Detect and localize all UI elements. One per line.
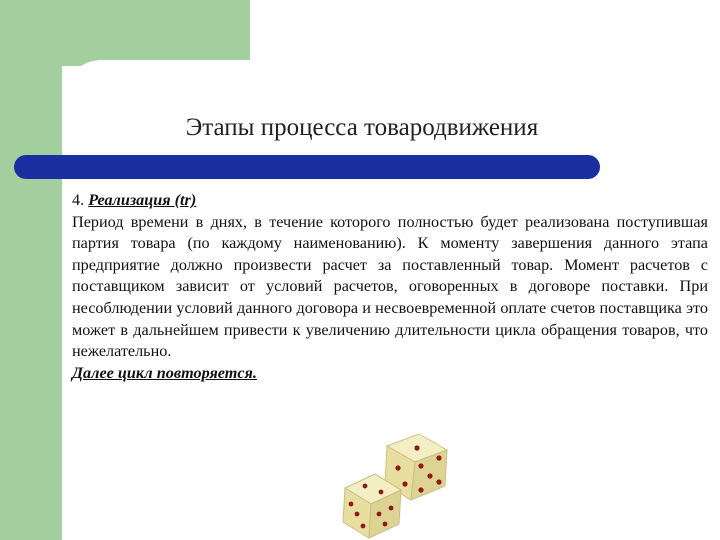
closing-line: Далее цикл повторяется. — [72, 363, 257, 382]
title-underline-bar — [14, 155, 600, 179]
decor-green-left — [0, 0, 62, 540]
section-number: 4. — [72, 191, 89, 209]
section-title: Реализация (tr) — [88, 191, 197, 209]
slide-title: Этапы процесса товародвижения — [185, 114, 539, 141]
body-paragraph: Период времени в днях, в течение которого полностью будет реализована поступившая партия товара (по каждому наименованию). К моменту завершения данного этапа предприятие должно произвести расчет за поставленный товар. Момент расчетов с поставщиком зависит от условий расчетов, оговоренных в договоре поставки. При несоблюдении условий данного договора и несвоевременной оплате счетов поставщика это может в дальнейшем привести к увеличению длительности цикла обращения товаров, что нежелательно. — [72, 212, 708, 361]
dice-icon — [335, 428, 475, 540]
slide-content — [72, 190, 708, 384]
section-heading — [72, 190, 708, 212]
